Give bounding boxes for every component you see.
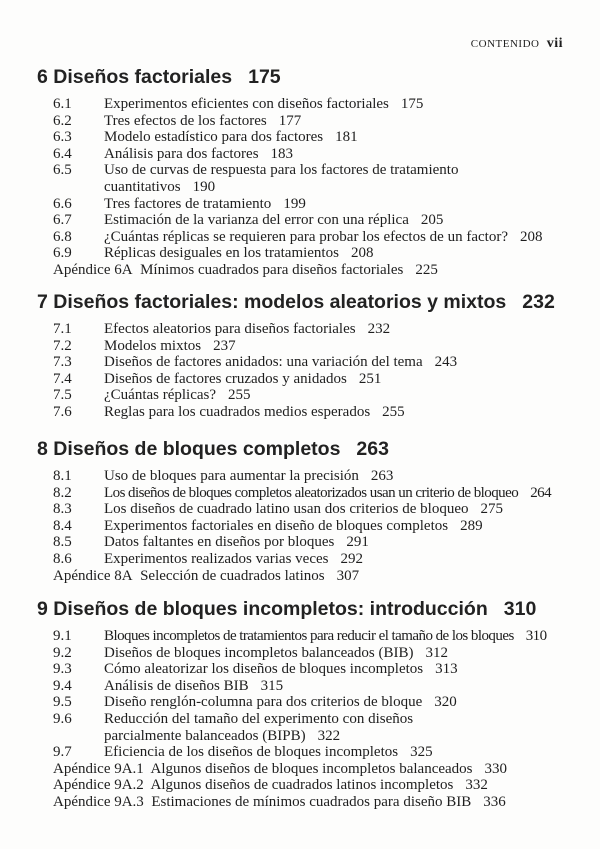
section-page: 263 xyxy=(370,468,394,484)
section-title-text: Análisis para dos factores xyxy=(104,145,259,162)
chapter-number: 8 xyxy=(37,438,48,460)
section-page: 205 xyxy=(420,212,444,229)
section-title xyxy=(104,534,369,551)
section-page: 313 xyxy=(435,661,458,678)
section-number: 8.6 xyxy=(53,550,72,567)
section-title-text: Estimación de la varianza del error con una réplica xyxy=(104,212,409,229)
section-number: 6.8 xyxy=(53,228,72,245)
section-title-text: Uso de bloques para aumentar la precisión xyxy=(104,468,359,484)
section-title xyxy=(104,468,393,485)
chapter-heading xyxy=(37,291,555,314)
chapter-page: 175 xyxy=(248,66,281,88)
chapter-number: 7 xyxy=(37,291,48,313)
section-title xyxy=(104,501,503,518)
section-page: 275 xyxy=(480,501,503,518)
section-page: 183 xyxy=(270,145,294,162)
section-title xyxy=(104,162,458,179)
section-title-text: Los diseños de cuadrado latino usan dos criterios de bloqueo xyxy=(104,501,469,518)
section-page: 243 xyxy=(434,354,458,371)
section-number: 9.4 xyxy=(53,677,72,694)
section-title xyxy=(104,96,423,113)
section-title xyxy=(104,229,542,246)
section-title xyxy=(104,551,363,568)
section-number: 6.7 xyxy=(53,212,72,229)
section-title-text: Diseño renglón-columna para dos criterios de bloque xyxy=(104,694,423,711)
section-title-text: Eficiencia de los diseños de bloques incompletos xyxy=(104,744,399,761)
appendix xyxy=(53,794,506,811)
section-title xyxy=(104,196,306,213)
section-title-text: Reducción del tamaño del experimento con diseños xyxy=(104,710,414,727)
appendix-label: Apéndice 6A xyxy=(53,261,133,278)
section-title-text: Experimentos eficientes con diseños factoriales xyxy=(104,96,389,112)
section-page: 312 xyxy=(425,644,449,661)
section-title xyxy=(104,338,236,355)
chapter-title: Diseños de bloques incompletos: introducción xyxy=(53,598,488,620)
section-title xyxy=(104,711,413,728)
section-number: 6.1 xyxy=(53,96,72,112)
section-number: 9.7 xyxy=(53,744,72,761)
appendix-title: Algunos diseños de cuadrados latinos incompletos xyxy=(150,777,454,794)
chapter-number: 6 xyxy=(37,66,48,88)
section-title xyxy=(104,129,358,146)
section-page: 264 xyxy=(530,484,552,501)
section-title xyxy=(104,212,443,229)
appendix-label: Apéndice 9A.1 xyxy=(53,760,144,777)
section-title-text: Reglas para los cuadrados medios esperados xyxy=(104,403,371,420)
section-page: 175 xyxy=(400,96,424,112)
section-page: 190 xyxy=(192,178,216,195)
appendix-label: Apéndice 9A.2 xyxy=(53,777,144,794)
section-page: 208 xyxy=(519,228,543,245)
chapter-title: Diseños factoriales xyxy=(53,66,233,88)
section-title xyxy=(104,694,457,711)
appendix-label: Apéndice 9A.3 xyxy=(53,793,144,810)
section-page: 325 xyxy=(410,744,433,761)
section-title-text: Bloques incompletos de tratamientos para reducir el tamaño de los bloques xyxy=(104,628,514,644)
section-title-text: Uso de curvas de respuesta para los factores de tratamiento xyxy=(104,162,459,179)
section-page: 177 xyxy=(278,112,302,129)
section-title-text: Réplicas desiguales en los tratamientos xyxy=(104,245,339,262)
appendix xyxy=(53,568,359,585)
section-page: 315 xyxy=(260,677,284,694)
chapter-page: 232 xyxy=(522,291,555,313)
section-number: 9.1 xyxy=(53,628,72,644)
section-number: 7.2 xyxy=(53,337,72,354)
section-page: 310 xyxy=(525,628,547,644)
appendix-title: Mínimos cuadrados para diseños factoriales xyxy=(140,261,404,278)
section-number: 7.6 xyxy=(53,403,72,420)
section-page: 232 xyxy=(367,321,391,337)
section-number: 9.5 xyxy=(53,694,72,711)
section-number: 7.4 xyxy=(53,370,72,387)
appendix xyxy=(53,262,438,279)
section-page: 291 xyxy=(346,534,369,551)
section-title-text: ¿Cuántas réplicas? xyxy=(104,387,217,404)
section-title-text: Experimentos realizados varias veces xyxy=(104,550,329,567)
appendix-page: 330 xyxy=(484,760,508,777)
appendix-page: 225 xyxy=(415,261,438,278)
chapter-heading xyxy=(37,66,281,89)
section-title xyxy=(104,485,551,502)
section-title-text: parcialmente balanceados (BIPB) xyxy=(104,727,306,744)
chapter-heading xyxy=(37,438,389,461)
section-title xyxy=(104,678,283,695)
chapter-title: Diseños factoriales: modelos aleatorios y mixtos xyxy=(53,291,507,313)
section-page: 251 xyxy=(358,370,382,387)
section-page: 289 xyxy=(460,517,483,534)
section-page: 255 xyxy=(228,387,251,404)
section-title xyxy=(104,371,381,388)
appendix-title: Algunos diseños de bloques incompletos balanceados xyxy=(150,760,473,777)
section-number: 6.6 xyxy=(53,195,72,212)
section-title xyxy=(104,661,458,678)
section-title xyxy=(104,728,340,745)
chapter-number: 9 xyxy=(37,598,48,620)
section-title-text: Diseños de bloques incompletos balanceados (BIB) xyxy=(104,644,414,661)
section-number: 9.2 xyxy=(53,644,72,661)
appendix-page: 336 xyxy=(483,793,506,810)
section-page: 292 xyxy=(340,550,363,567)
section-page: 199 xyxy=(283,195,306,212)
section-number: 6.3 xyxy=(53,129,72,146)
section-number: 7.1 xyxy=(53,321,72,337)
running-head-label: CONTENIDO xyxy=(470,38,540,50)
appendix-page: 332 xyxy=(465,777,488,794)
page-number: vii xyxy=(546,36,563,51)
section-title-text: Tres efectos de los factores xyxy=(104,112,267,129)
section-title xyxy=(104,146,293,163)
section-title xyxy=(104,744,433,761)
section-title-text: Diseños de factores cruzados y anidados xyxy=(104,370,347,387)
section-number: 9.3 xyxy=(53,661,72,678)
section-title-text: Análisis de diseños BIB xyxy=(104,677,249,694)
section-number: 7.3 xyxy=(53,354,72,371)
appendix-page: 307 xyxy=(336,567,360,584)
section-number: 6.9 xyxy=(53,245,72,262)
section-number: 6.4 xyxy=(53,145,72,162)
section-page: 208 xyxy=(350,245,374,262)
section-number: 8.4 xyxy=(53,517,72,534)
chapter-title: Diseños de bloques completos xyxy=(53,438,341,460)
section-number: 6.5 xyxy=(53,162,72,179)
section-number: 8.5 xyxy=(53,534,72,551)
section-page: 181 xyxy=(335,129,358,146)
section-title-text: Cómo aleatorizar los diseños de bloques incompletos xyxy=(104,661,424,678)
section-title-text: cuantitativos xyxy=(104,178,181,195)
section-title xyxy=(104,113,301,130)
appendix-title: Estimaciones de mínimos cuadrados para diseño BIB xyxy=(151,793,472,810)
section-title-text: Tres factores de tratamiento xyxy=(104,195,272,212)
appendix-title: Selección de cuadrados latinos xyxy=(140,567,325,584)
running-head xyxy=(471,36,563,52)
section-number: 7.5 xyxy=(53,387,72,404)
chapter-page: 310 xyxy=(503,598,537,620)
section-title xyxy=(104,354,457,371)
section-title xyxy=(104,404,405,421)
section-title xyxy=(104,245,373,262)
section-page: 322 xyxy=(317,727,341,744)
section-title-text: Diseños de factores anidados: una variación del tema xyxy=(104,354,423,371)
appendix-label: Apéndice 8A xyxy=(53,567,133,584)
section-title-text: Los diseños de bloques completos aleatorizados usan un criterio de bloqueo xyxy=(104,484,519,501)
section-title xyxy=(104,179,215,196)
section-number: 8.1 xyxy=(53,468,72,484)
section-title xyxy=(104,321,390,338)
section-title-text: Efectos aleatorios para diseños factoriales xyxy=(104,321,356,337)
section-page: 255 xyxy=(382,403,405,420)
chapter-heading xyxy=(37,598,536,621)
chapter-page: 263 xyxy=(356,438,389,460)
section-title xyxy=(104,387,251,404)
section-title-text: ¿Cuántas réplicas se requieren para probar los efectos de un factor? xyxy=(104,228,508,245)
section-number: 6.2 xyxy=(53,112,72,129)
section-number: 8.3 xyxy=(53,501,72,518)
section-title xyxy=(104,645,448,662)
appendix xyxy=(53,777,488,794)
section-number: 8.2 xyxy=(53,484,72,501)
section-number: 9.6 xyxy=(53,710,72,727)
appendix xyxy=(53,761,507,778)
section-title xyxy=(104,628,547,645)
section-page: 320 xyxy=(434,694,457,711)
section-page: 237 xyxy=(213,337,236,354)
section-title-text: Modelos mixtos xyxy=(104,337,202,354)
section-title xyxy=(104,518,483,535)
section-title-text: Modelo estadístico para dos factores xyxy=(104,129,324,146)
section-title-text: Datos faltantes en diseños por bloques xyxy=(104,534,335,551)
section-title-text: Experimentos factoriales en diseño de bloques completos xyxy=(104,517,449,534)
